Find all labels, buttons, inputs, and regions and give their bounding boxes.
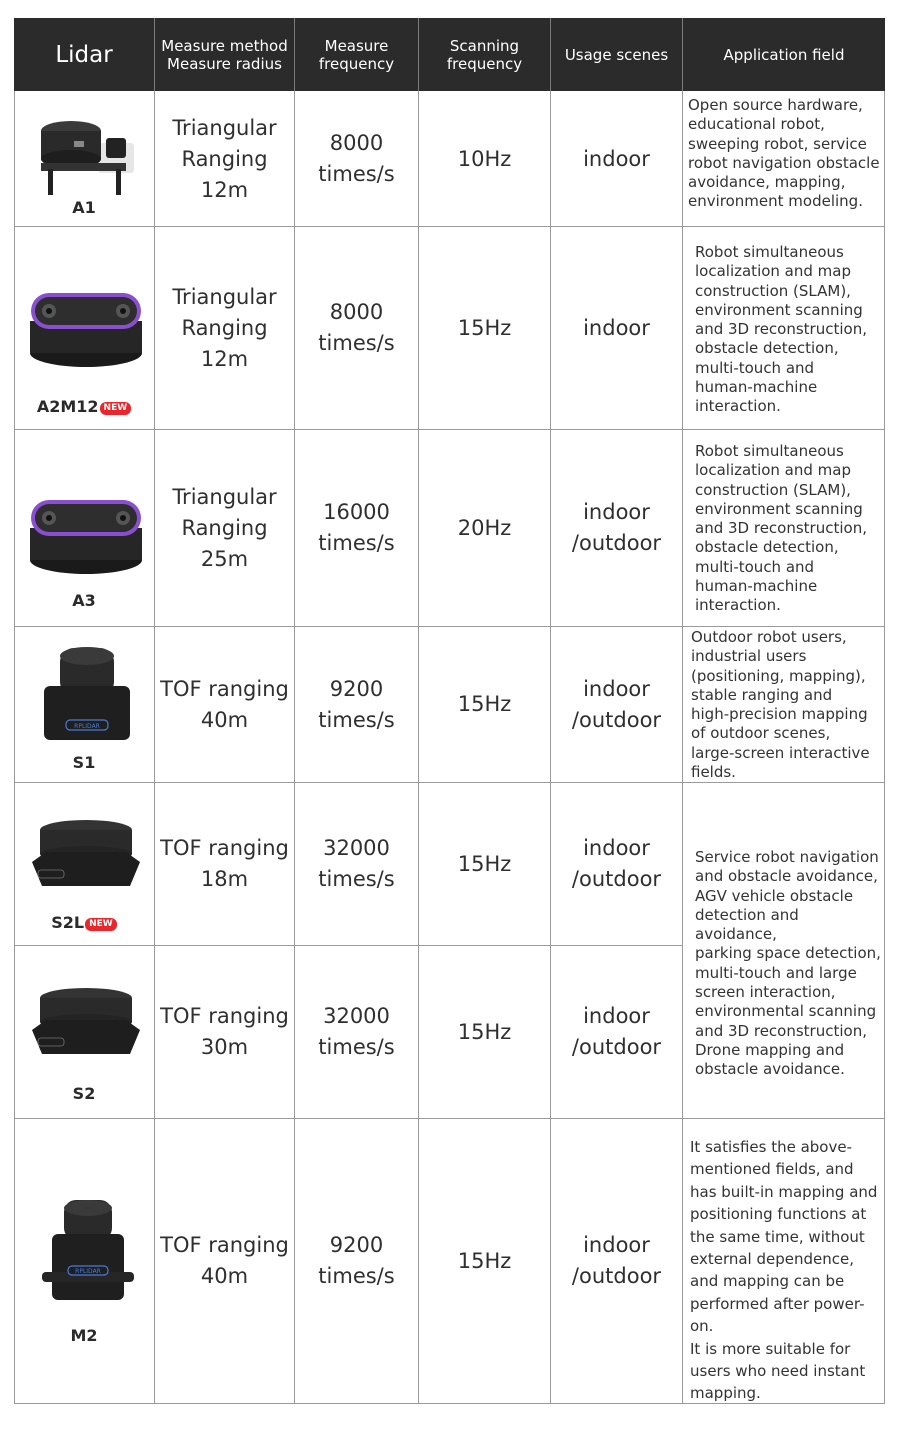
lidar-a1-image: [36, 113, 136, 198]
scanning-frequency-cell: 15Hz: [457, 692, 512, 716]
measure-method-cell: TOF ranging 40m: [160, 676, 289, 732]
application-cell: Robot simultaneous localization and map construction (SLAM), environment scanning and 3D reconstruction, obstacle detection, multi-touch and human-machine interaction.: [695, 442, 867, 615]
application-cell: Robot simultaneous localization and map construction (SLAM), environment scanning and 3D reconstruction, obstacle detection, multi-touch and human-machine interaction.: [695, 243, 867, 416]
measure-frequency-cell: 16000 times/s: [318, 500, 395, 555]
lidar-m2-image: [42, 1198, 134, 1306]
header-scanning-frequency: Scanning frequency: [446, 36, 523, 73]
usage-cell: indoor /outdoor: [571, 500, 662, 555]
model-name: S1: [72, 753, 96, 772]
lidar-s2l-image: [30, 818, 142, 898]
scanning-frequency-cell: 10Hz: [457, 146, 512, 171]
table-header: [14, 18, 885, 91]
measure-frequency-cell: 8000 times/s: [318, 300, 395, 355]
application-cell: Open source hardware, educational robot, sweeping robot, service robot navigation obstacle avoidance, mapping, environment modeling.: [688, 96, 880, 211]
header-lidar: Lidar: [55, 41, 113, 68]
usage-cell: indoor: [583, 315, 650, 340]
comparison-table: [14, 18, 885, 1404]
usage-cell: indoor /outdoor: [571, 1004, 662, 1059]
measure-method-cell: TOF ranging 18m: [160, 836, 289, 891]
model-name: A2M12 NEW: [14, 397, 154, 416]
measure-frequency-cell: 9200 times/s: [318, 676, 395, 732]
usage-cell: indoor /outdoor: [571, 836, 662, 891]
model-name: S2: [72, 1084, 96, 1103]
model-name: A1: [72, 198, 96, 217]
measure-method-cell: Triangular Ranging 12m: [172, 284, 277, 371]
new-badge: NEW: [85, 918, 117, 931]
usage-cell: indoor /outdoor: [571, 1233, 662, 1288]
application-cell: It satisfies the above- mentioned fields, and has built-in mapping and positioning functions at the same time, without external dependence, and mapping can be performed after power-on. It is more suitable for users who need instant mapping.: [690, 1138, 878, 1403]
usage-cell: indoor: [583, 146, 650, 171]
header-method: Measure method Measure radius: [161, 36, 288, 73]
device-label: RPLIDAR: [74, 723, 100, 730]
header-usage: Usage scenes: [564, 45, 669, 64]
header-application: Application field: [723, 45, 845, 64]
measure-method-cell: TOF ranging 40m: [160, 1233, 289, 1288]
application-cell: Outdoor robot users, industrial users (positioning, mapping), stable ranging and high-precision mapping of outdoor scenes, large-screen interactive fields.: [691, 628, 870, 782]
header-measure-frequency: Measure frequency: [318, 36, 395, 73]
usage-cell: indoor /outdoor: [571, 676, 662, 732]
measure-method-cell: Triangular Ranging 12m: [172, 115, 277, 202]
lidar-s2-image: [30, 986, 142, 1066]
device-label: RPLIDAR: [75, 1268, 101, 1275]
scanning-frequency-cell: 15Hz: [457, 1248, 512, 1273]
measure-frequency-cell: 32000 times/s: [318, 1004, 395, 1059]
application-cell-shared: Service robot navigation and obstacle avoidance, AGV vehicle obstacle detection and avoidance, parking space detection, multi-touch and large screen interaction, environmental scanning and 3D reconstruction, Drone mapping and obstacle avoidance.: [695, 848, 881, 1079]
lidar-s1-image: [42, 646, 132, 744]
model-name: S2L NEW: [14, 913, 154, 932]
scanning-frequency-cell: 15Hz: [457, 315, 512, 340]
measure-method-cell: Triangular Ranging 25m: [172, 484, 277, 571]
measure-frequency-cell: 32000 times/s: [318, 836, 395, 891]
measure-method-cell: TOF ranging 30m: [160, 1004, 289, 1059]
new-badge: NEW: [100, 402, 132, 415]
model-name: A3: [72, 591, 96, 610]
lidar-a3-image: [29, 498, 144, 583]
scanning-frequency-cell: 15Hz: [457, 851, 512, 876]
scanning-frequency-cell: 20Hz: [457, 515, 512, 540]
scanning-frequency-cell: 15Hz: [457, 1019, 512, 1044]
lidar-a2m12-image: [29, 291, 144, 376]
model-name: M2: [70, 1326, 98, 1345]
measure-frequency-cell: 8000 times/s: [318, 131, 395, 186]
measure-frequency-cell: 9200 times/s: [318, 1233, 395, 1288]
